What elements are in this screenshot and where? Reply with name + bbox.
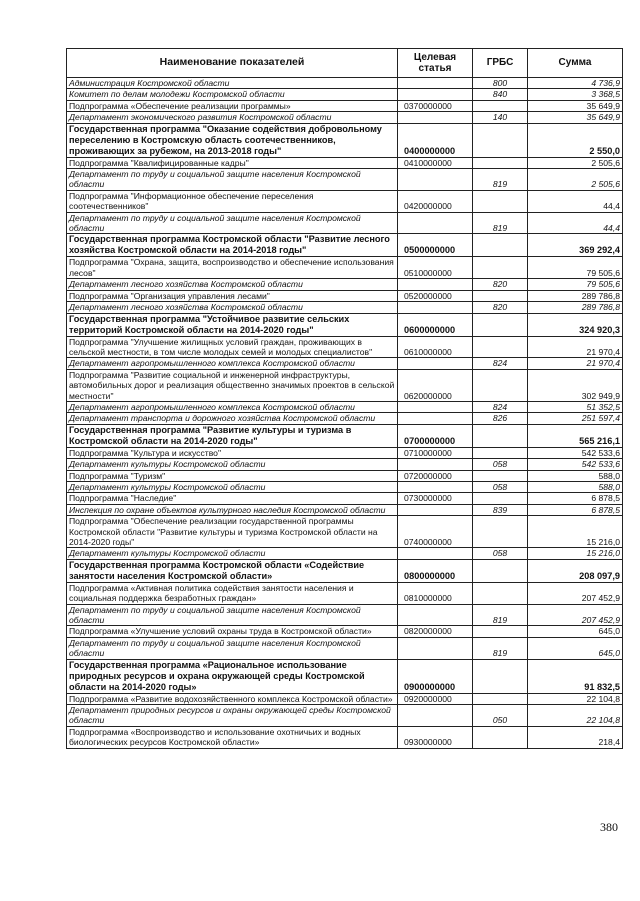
cell-name: Подпрограмма "Информационное обеспечение переселения соотечественников" bbox=[67, 190, 398, 212]
table-row bbox=[67, 78, 623, 89]
cell-name: Подпрограмма "Развитие социальной и инженерной инфраструктуры, автомобильных дорог и реализация общественно значимых проектов в сельской местности" bbox=[67, 369, 398, 401]
table-row bbox=[67, 358, 623, 369]
cell-grbs bbox=[473, 516, 528, 548]
cell-sum: 369 292,4 bbox=[528, 234, 623, 257]
cell-sum: 251 597,4 bbox=[528, 413, 623, 424]
table-row bbox=[67, 626, 623, 637]
cell-sum: 2 505,6 bbox=[528, 169, 623, 191]
cell-grbs bbox=[473, 424, 528, 447]
header-sum: Сумма bbox=[528, 49, 623, 78]
cell-grbs bbox=[473, 582, 528, 604]
cell-code: 0810000000 bbox=[398, 582, 473, 604]
table-row bbox=[67, 123, 623, 157]
cell-name: Департамент культуры Костромской области bbox=[67, 459, 398, 470]
cell-code bbox=[398, 604, 473, 626]
cell-name: Департамент по труду и социальной защите населения Костромской области bbox=[67, 169, 398, 191]
cell-grbs: 840 bbox=[473, 89, 528, 100]
cell-sum: 289 786,8 bbox=[528, 290, 623, 301]
cell-code bbox=[398, 302, 473, 313]
cell-grbs bbox=[473, 369, 528, 401]
cell-grbs: 820 bbox=[473, 302, 528, 313]
cell-code: 0730000000 bbox=[398, 493, 473, 504]
cell-sum: 79 505,6 bbox=[528, 279, 623, 290]
cell-grbs bbox=[473, 190, 528, 212]
cell-name: Департамент природных ресурсов и охраны окружающей среды Костромской области bbox=[67, 705, 398, 727]
cell-grbs bbox=[473, 257, 528, 279]
table-row bbox=[67, 401, 623, 412]
cell-code: 0620000000 bbox=[398, 369, 473, 401]
cell-name: Государственная программа Костромской области "Развитие лесного хозяйства Костромской области на 2014-2018 годы" bbox=[67, 234, 398, 257]
cell-name: Государственная программа «Рациональное использование природных ресурсов и охрана окружающей среды Костромской области на 2014-2020 годы» bbox=[67, 659, 398, 693]
table-row bbox=[67, 504, 623, 515]
cell-sum: 2 505,6 bbox=[528, 157, 623, 168]
cell-code: 0800000000 bbox=[398, 559, 473, 582]
cell-sum: 91 832,5 bbox=[528, 659, 623, 693]
cell-name: Департамент экономического развития Костромской области bbox=[67, 112, 398, 123]
cell-sum: 6 878,5 bbox=[528, 493, 623, 504]
table-row bbox=[67, 693, 623, 704]
cell-grbs: 058 bbox=[473, 548, 528, 559]
cell-grbs: 820 bbox=[473, 279, 528, 290]
table-row bbox=[67, 169, 623, 191]
cell-grbs bbox=[473, 726, 528, 748]
table-row bbox=[67, 604, 623, 626]
cell-code: 0600000000 bbox=[398, 313, 473, 336]
cell-code bbox=[398, 459, 473, 470]
table-header-row bbox=[67, 49, 623, 78]
cell-sum: 44,4 bbox=[528, 212, 623, 234]
cell-code: 0420000000 bbox=[398, 190, 473, 212]
cell-code: 0500000000 bbox=[398, 234, 473, 257]
table-row bbox=[67, 447, 623, 458]
cell-name: Подпрограмма "Обеспечение реализации государственной программы Костромской области "Развитие культуры и туризма Костромской области на 2014-2020 годы" bbox=[67, 516, 398, 548]
cell-code: 0920000000 bbox=[398, 693, 473, 704]
cell-name: Государственная программа "Развитие культуры и туризма в Костромской области на 2014-2020 годы" bbox=[67, 424, 398, 447]
cell-grbs: 800 bbox=[473, 78, 528, 89]
header-code: Целевая статья bbox=[398, 49, 473, 78]
table-row bbox=[67, 257, 623, 279]
cell-sum: 565 216,1 bbox=[528, 424, 623, 447]
cell-code: 0900000000 bbox=[398, 659, 473, 693]
cell-code: 0410000000 bbox=[398, 157, 473, 168]
cell-grbs bbox=[473, 659, 528, 693]
cell-code: 0710000000 bbox=[398, 447, 473, 458]
table-row bbox=[67, 369, 623, 401]
cell-code bbox=[398, 169, 473, 191]
cell-sum: 51 352,5 bbox=[528, 401, 623, 412]
cell-name: Подпрограмма "Улучшение жилищных условий граждан, проживающих в сельской местности, в том числе молодых семей и молодых специалистов" bbox=[67, 336, 398, 358]
table-row bbox=[67, 637, 623, 659]
table-row bbox=[67, 212, 623, 234]
cell-grbs: 826 bbox=[473, 413, 528, 424]
cell-grbs bbox=[473, 157, 528, 168]
cell-name: Департамент лесного хозяйства Костромской области bbox=[67, 279, 398, 290]
cell-code bbox=[398, 548, 473, 559]
cell-grbs: 058 bbox=[473, 481, 528, 492]
header-name: Наименование показателей bbox=[67, 49, 398, 78]
cell-name: Подпрограмма "Туризм" bbox=[67, 470, 398, 481]
cell-grbs: 839 bbox=[473, 504, 528, 515]
cell-sum: 15 216,0 bbox=[528, 548, 623, 559]
cell-name: Департамент по труду и социальной защите населения Костромской области bbox=[67, 637, 398, 659]
cell-code: 0700000000 bbox=[398, 424, 473, 447]
table-row bbox=[67, 582, 623, 604]
cell-grbs bbox=[473, 336, 528, 358]
cell-name: Подпрограмма «Развитие водохозяйственного комплекса Костромской области» bbox=[67, 693, 398, 704]
cell-code bbox=[398, 112, 473, 123]
table-row bbox=[67, 89, 623, 100]
cell-sum: 208 097,9 bbox=[528, 559, 623, 582]
table-row bbox=[67, 413, 623, 424]
cell-grbs: 819 bbox=[473, 637, 528, 659]
table-body bbox=[67, 78, 623, 749]
table-row bbox=[67, 290, 623, 301]
cell-code bbox=[398, 637, 473, 659]
cell-sum: 289 786,8 bbox=[528, 302, 623, 313]
cell-code bbox=[398, 401, 473, 412]
cell-sum: 6 878,5 bbox=[528, 504, 623, 515]
cell-code: 0610000000 bbox=[398, 336, 473, 358]
table-row bbox=[67, 659, 623, 693]
cell-code: 0520000000 bbox=[398, 290, 473, 301]
table-row bbox=[67, 726, 623, 748]
table-row bbox=[67, 516, 623, 548]
cell-code: 0720000000 bbox=[398, 470, 473, 481]
cell-name: Департамент по труду и социальной защите населения Костромской области bbox=[67, 212, 398, 234]
cell-code: 0930000000 bbox=[398, 726, 473, 748]
cell-sum: 35 649,9 bbox=[528, 112, 623, 123]
cell-name: Департамент культуры Костромской области bbox=[67, 481, 398, 492]
table-row bbox=[67, 459, 623, 470]
table-row bbox=[67, 112, 623, 123]
budget-table bbox=[66, 48, 623, 749]
cell-name: Подпрограмма «Улучшение условий охраны труда в Костромской области» bbox=[67, 626, 398, 637]
cell-code: 0740000000 bbox=[398, 516, 473, 548]
cell-sum: 588,0 bbox=[528, 481, 623, 492]
table-row bbox=[67, 470, 623, 481]
cell-sum: 2 550,0 bbox=[528, 123, 623, 157]
cell-grbs bbox=[473, 493, 528, 504]
cell-code bbox=[398, 89, 473, 100]
cell-sum: 15 216,0 bbox=[528, 516, 623, 548]
cell-sum: 3 368,5 bbox=[528, 89, 623, 100]
table-row bbox=[67, 157, 623, 168]
cell-grbs: 819 bbox=[473, 169, 528, 191]
cell-grbs bbox=[473, 447, 528, 458]
table-row bbox=[67, 190, 623, 212]
table-row bbox=[67, 302, 623, 313]
cell-grbs bbox=[473, 559, 528, 582]
cell-name: Подпрограмма "Квалифицированные кадры" bbox=[67, 157, 398, 168]
cell-grbs bbox=[473, 290, 528, 301]
cell-sum: 22 104,8 bbox=[528, 705, 623, 727]
cell-code: 0510000000 bbox=[398, 257, 473, 279]
table-row bbox=[67, 313, 623, 336]
cell-code bbox=[398, 212, 473, 234]
cell-name: Департамент лесного хозяйства Костромской области bbox=[67, 302, 398, 313]
cell-sum: 35 649,9 bbox=[528, 100, 623, 111]
cell-sum: 645,0 bbox=[528, 637, 623, 659]
header-grbs: ГРБС bbox=[473, 49, 528, 78]
cell-name: Подпрограмма "Культура и искусство" bbox=[67, 447, 398, 458]
cell-sum: 22 104,8 bbox=[528, 693, 623, 704]
cell-grbs: 819 bbox=[473, 212, 528, 234]
cell-grbs: 819 bbox=[473, 604, 528, 626]
cell-code bbox=[398, 358, 473, 369]
cell-sum: 645,0 bbox=[528, 626, 623, 637]
cell-name: Подпрограмма «Обеспечение реализации программы» bbox=[67, 100, 398, 111]
cell-sum: 588,0 bbox=[528, 470, 623, 481]
cell-name: Инспекция по охране объектов культурного наследия Костромской области bbox=[67, 504, 398, 515]
cell-grbs bbox=[473, 234, 528, 257]
table-row bbox=[67, 705, 623, 727]
cell-grbs bbox=[473, 313, 528, 336]
cell-name: Подпрограмма "Наследие" bbox=[67, 493, 398, 504]
cell-code bbox=[398, 504, 473, 515]
cell-sum: 4 736,9 bbox=[528, 78, 623, 89]
cell-code bbox=[398, 279, 473, 290]
table-row bbox=[67, 100, 623, 111]
cell-sum: 542 533,6 bbox=[528, 459, 623, 470]
cell-grbs: 050 bbox=[473, 705, 528, 727]
cell-code: 0400000000 bbox=[398, 123, 473, 157]
cell-grbs: 140 bbox=[473, 112, 528, 123]
cell-code: 0370000000 bbox=[398, 100, 473, 111]
table-row bbox=[67, 234, 623, 257]
cell-name: Департамент агропромышленного комплекса Костромской области bbox=[67, 358, 398, 369]
cell-grbs bbox=[473, 470, 528, 481]
cell-sum: 218,4 bbox=[528, 726, 623, 748]
cell-grbs: 058 bbox=[473, 459, 528, 470]
table-row bbox=[67, 279, 623, 290]
cell-name: Государственная программа "Устойчивое развитие сельских территорий Костромской области на 2014-2020 годы" bbox=[67, 313, 398, 336]
table-row bbox=[67, 424, 623, 447]
cell-grbs bbox=[473, 123, 528, 157]
cell-sum: 324 920,3 bbox=[528, 313, 623, 336]
cell-code bbox=[398, 78, 473, 89]
cell-sum: 21 970,4 bbox=[528, 336, 623, 358]
cell-name: Государственная программа Костромской области «Содействие занятости населения Костромской области» bbox=[67, 559, 398, 582]
cell-name: Государственная программа "Оказание содействия добровольному переселению в Костромскую область соотечественников, проживающих за рубежом, на 2013-2018 годы" bbox=[67, 123, 398, 157]
cell-grbs: 824 bbox=[473, 358, 528, 369]
cell-sum: 44,4 bbox=[528, 190, 623, 212]
cell-name: Администрация Костромской области bbox=[67, 78, 398, 89]
cell-sum: 207 452,9 bbox=[528, 582, 623, 604]
cell-sum: 207 452,9 bbox=[528, 604, 623, 626]
cell-sum: 302 949,9 bbox=[528, 369, 623, 401]
cell-name: Департамент по труду и социальной защите населения Костромской области bbox=[67, 604, 398, 626]
cell-name: Департамент агропромышленного комплекса Костромской области bbox=[67, 401, 398, 412]
cell-name: Подпрограмма «Активная политика содействия занятости населения и социальная поддержка безработных граждан» bbox=[67, 582, 398, 604]
table-row bbox=[67, 481, 623, 492]
cell-name: Комитет по делам молодежи Костромской области bbox=[67, 89, 398, 100]
table-row bbox=[67, 493, 623, 504]
cell-sum: 79 505,6 bbox=[528, 257, 623, 279]
cell-name: Подпрограмма "Организация управления лесами" bbox=[67, 290, 398, 301]
cell-name: Департамент культуры Костромской области bbox=[67, 548, 398, 559]
cell-sum: 542 533,6 bbox=[528, 447, 623, 458]
cell-grbs bbox=[473, 693, 528, 704]
table-row bbox=[67, 559, 623, 582]
cell-name: Департамент транспорта и дорожного хозяйства Костромской области bbox=[67, 413, 398, 424]
cell-code bbox=[398, 413, 473, 424]
table-row bbox=[67, 548, 623, 559]
cell-code: 0820000000 bbox=[398, 626, 473, 637]
cell-name: Подпрограмма «Воспроизводство и использование охотничьих и водных биологических ресурсов Костромской области» bbox=[67, 726, 398, 748]
cell-grbs bbox=[473, 100, 528, 111]
cell-sum: 21 970,4 bbox=[528, 358, 623, 369]
page-number: 380 bbox=[600, 820, 618, 834]
cell-code bbox=[398, 481, 473, 492]
table-row bbox=[67, 336, 623, 358]
cell-grbs: 824 bbox=[473, 401, 528, 412]
cell-code bbox=[398, 705, 473, 727]
cell-name: Подпрограмма "Охрана, защита, воспроизводство и обеспечение использования лесов" bbox=[67, 257, 398, 279]
cell-grbs bbox=[473, 626, 528, 637]
